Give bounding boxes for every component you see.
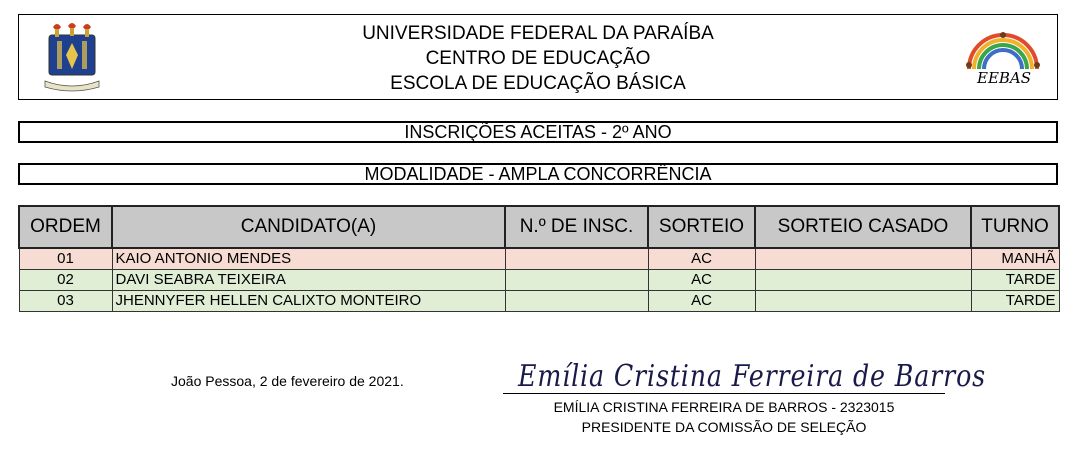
cell-sorteio: AC — [648, 248, 755, 270]
column-header-sorteio-casado: SORTEIO CASADO — [755, 206, 971, 248]
center-name: CENTRO DE EDUCAÇÃO — [425, 48, 651, 69]
modality-bar: MODALIDADE - AMPLA CONCORRÊNCIA — [18, 163, 1058, 185]
title-bar: INSCRIÇÕES ACEITAS - 2º ANO — [18, 121, 1058, 143]
cell-candidato: KAIO ANTONIO MENDES — [112, 248, 505, 270]
school-logo-icon — [959, 25, 1047, 89]
column-header-inscricao: N.º DE INSC. — [505, 206, 648, 248]
column-header-turno: TURNO — [971, 206, 1059, 248]
svg-text:Emília Cristina Ferreira de Ba: Emília Cristina Ferreira de Barros — [517, 359, 986, 394]
table-row — [19, 248, 1059, 270]
cell-inscricao — [505, 270, 648, 291]
cell-turno: MANHÃ — [971, 248, 1059, 270]
place-and-date: João Pessoa, 2 de fevereiro de 2021. — [171, 373, 404, 389]
table-header-row — [19, 206, 1059, 248]
column-header-candidato: CANDIDATO(A) — [112, 206, 505, 248]
cell-inscricao — [505, 291, 648, 312]
school-name: ESCOLA DE EDUCAÇÃO BÁSICA — [390, 73, 686, 94]
table-row — [19, 291, 1059, 312]
cell-ordem: 01 — [19, 248, 112, 270]
handwritten-signature — [512, 352, 992, 396]
university-name: UNIVERSIDADE FEDERAL DA PARAÍBA — [362, 23, 714, 44]
cell-sorteio-casado — [755, 291, 971, 312]
cell-sorteio: AC — [648, 270, 755, 291]
cell-candidato: DAVI SEABRA TEIXEIRA — [112, 270, 505, 291]
cell-ordem: 03 — [19, 291, 112, 312]
table-row — [19, 270, 1059, 291]
document-header — [18, 14, 1058, 100]
column-header-sorteio: SORTEIO — [648, 206, 755, 248]
signer-name: EMÍLIA CRISTINA FERREIRA DE BARROS - 2323015 — [553, 399, 895, 415]
cell-sorteio-casado — [755, 248, 971, 270]
signer-block — [503, 397, 945, 437]
cell-ordem: 02 — [19, 270, 112, 291]
column-header-ordem: ORDEM — [19, 206, 112, 248]
cell-candidato: JHENNYFER HELLEN CALIXTO MONTEIRO — [112, 291, 505, 312]
svg-text:EEBAS: EEBAS — [977, 69, 1032, 87]
signer-role: PRESIDENTE DA COMISSÃO DE SELEÇÃO — [581, 419, 867, 435]
cell-sorteio: AC — [648, 291, 755, 312]
candidates-table — [18, 205, 1060, 312]
cell-turno: TARDE — [971, 270, 1059, 291]
cell-turno: TARDE — [971, 291, 1059, 312]
cell-inscricao — [505, 248, 648, 270]
signature-line — [503, 393, 945, 394]
cell-sorteio-casado — [755, 270, 971, 291]
